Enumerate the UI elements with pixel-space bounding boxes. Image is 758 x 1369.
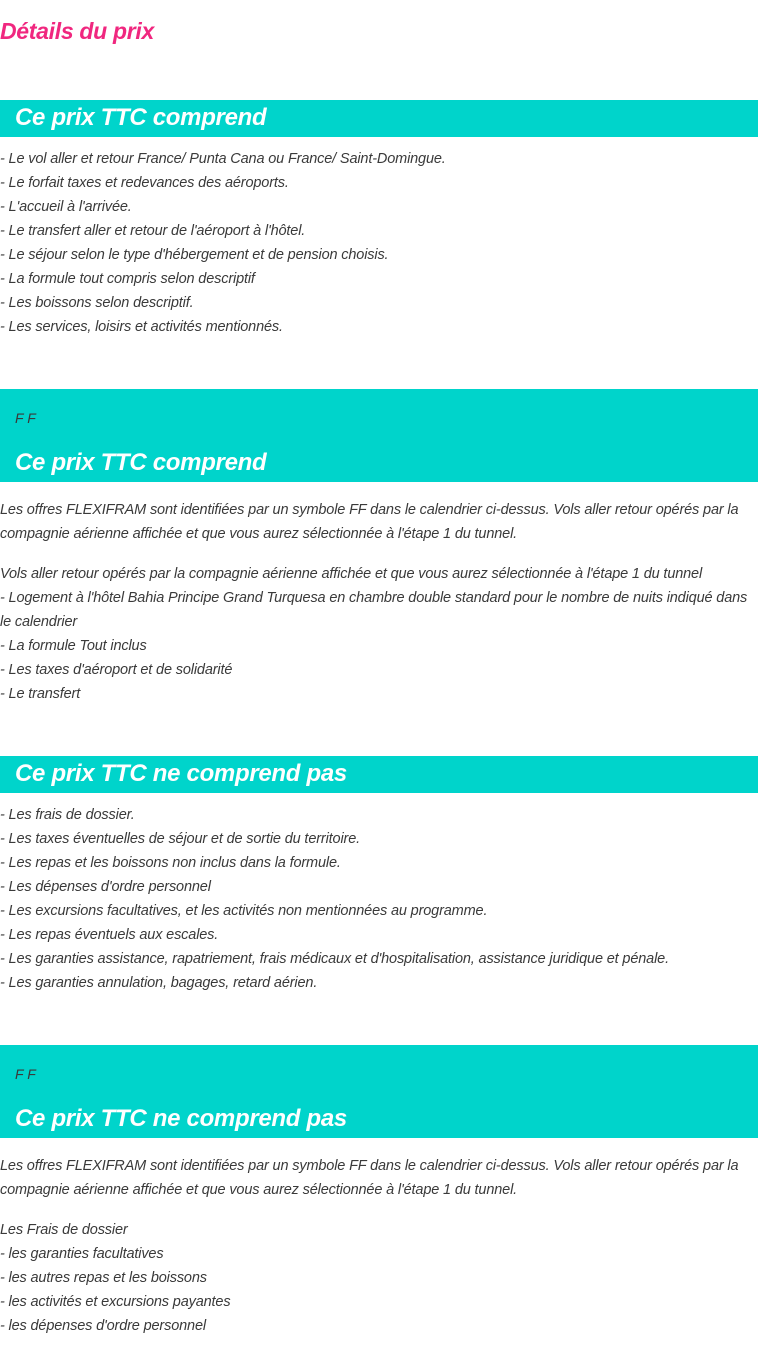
section-header-ff-excluded (0, 1045, 758, 1138)
section-heading-ff-included: Ce prix TTC comprend (15, 449, 267, 476)
list-item: - les autres repas et les boissons (0, 1270, 207, 1286)
flexifram-tag: F F (15, 1066, 36, 1082)
list-item: - Les services, loisirs et activités mentionnés. (0, 319, 283, 335)
list-item: - Le vol aller et retour France/ Punta Cana ou France/ Saint-Domingue. (0, 151, 446, 167)
list-item: - Le forfait taxes et redevances des aéroports. (0, 175, 289, 191)
list-item: - Les excursions facultatives, et les activités non mentionnées au programme. (0, 903, 488, 919)
excluded-list (0, 803, 758, 995)
list-item: - Le transfert aller et retour de l'aéroport à l'hôtel. (0, 223, 306, 239)
section-header-excluded (0, 756, 758, 793)
flexifram-tag: F F (15, 410, 36, 426)
list-item: - L'accueil à l'arrivée. (0, 199, 132, 215)
flexifram-intro: Les offres FLEXIFRAM sont identifiées par un symbole FF dans le calendrier ci-dessus. Vols aller retour opérés par la compagnie aérienne affichée et que vous aurez sélectionnée à l'étape 1 du tunnel. (0, 502, 739, 542)
section-header-ff-included (0, 389, 758, 482)
ff-excluded-list (0, 1218, 758, 1338)
list-item: - Les taxes d'aéroport et de solidarité (0, 662, 233, 678)
list-item: - La formule Tout inclus (0, 638, 147, 654)
list-item: - les dépenses d'ordre personnel (0, 1318, 206, 1334)
list-item: - Les garanties annulation, bagages, retard aérien. (0, 975, 318, 991)
list-item: - Les repas éventuels aux escales. (0, 927, 219, 943)
list-item: Vols aller retour opérés par la compagnie aérienne affichée et que vous aurez sélectionnée à l'étape 1 du tunnel (0, 566, 703, 582)
list-item: - Les dépenses d'ordre personnel (0, 879, 211, 895)
section-heading-excluded: Ce prix TTC ne comprend pas (15, 760, 347, 787)
list-item: - Le séjour selon le type d'hébergement et de pension choisis. (0, 247, 389, 263)
section-heading-ff-excluded: Ce prix TTC ne comprend pas (15, 1105, 347, 1132)
list-item: - Les repas et les boissons non inclus dans la formule. (0, 855, 341, 871)
list-item: - Les boissons selon descriptif. (0, 295, 194, 311)
section-heading-included: Ce prix TTC comprend (15, 104, 267, 131)
ff-included-list (0, 562, 752, 706)
list-item: - les activités et excursions payantes (0, 1294, 231, 1310)
list-item: - Logement à l'hôtel Bahia Principe Grand Turquesa en chambre double standard pour le nombre de nuits indiqué dans le calendrier (0, 590, 748, 630)
list-item: - les garanties facultatives (0, 1246, 164, 1262)
list-item: - Le transfert (0, 686, 81, 702)
list-item: - Les garanties assistance, rapatriement, frais médicaux et d'hospitalisation, assistance juridique et pénale. (0, 951, 669, 967)
list-item: - La formule tout compris selon descriptif (0, 271, 255, 287)
list-item: - Les frais de dossier. (0, 807, 135, 823)
page-title: Détails du prix (0, 18, 154, 44)
included-list (0, 147, 758, 339)
flexifram-intro: Les offres FLEXIFRAM sont identifiées par un symbole FF dans le calendrier ci-dessus. Vols aller retour opérés par la compagnie aérienne affichée et que vous aurez sélectionnée à l'étape 1 du tunnel. (0, 1158, 739, 1198)
section-header-included (0, 100, 758, 137)
list-item: - Les taxes éventuelles de séjour et de sortie du territoire. (0, 831, 360, 847)
list-item: Les Frais de dossier (0, 1222, 128, 1238)
